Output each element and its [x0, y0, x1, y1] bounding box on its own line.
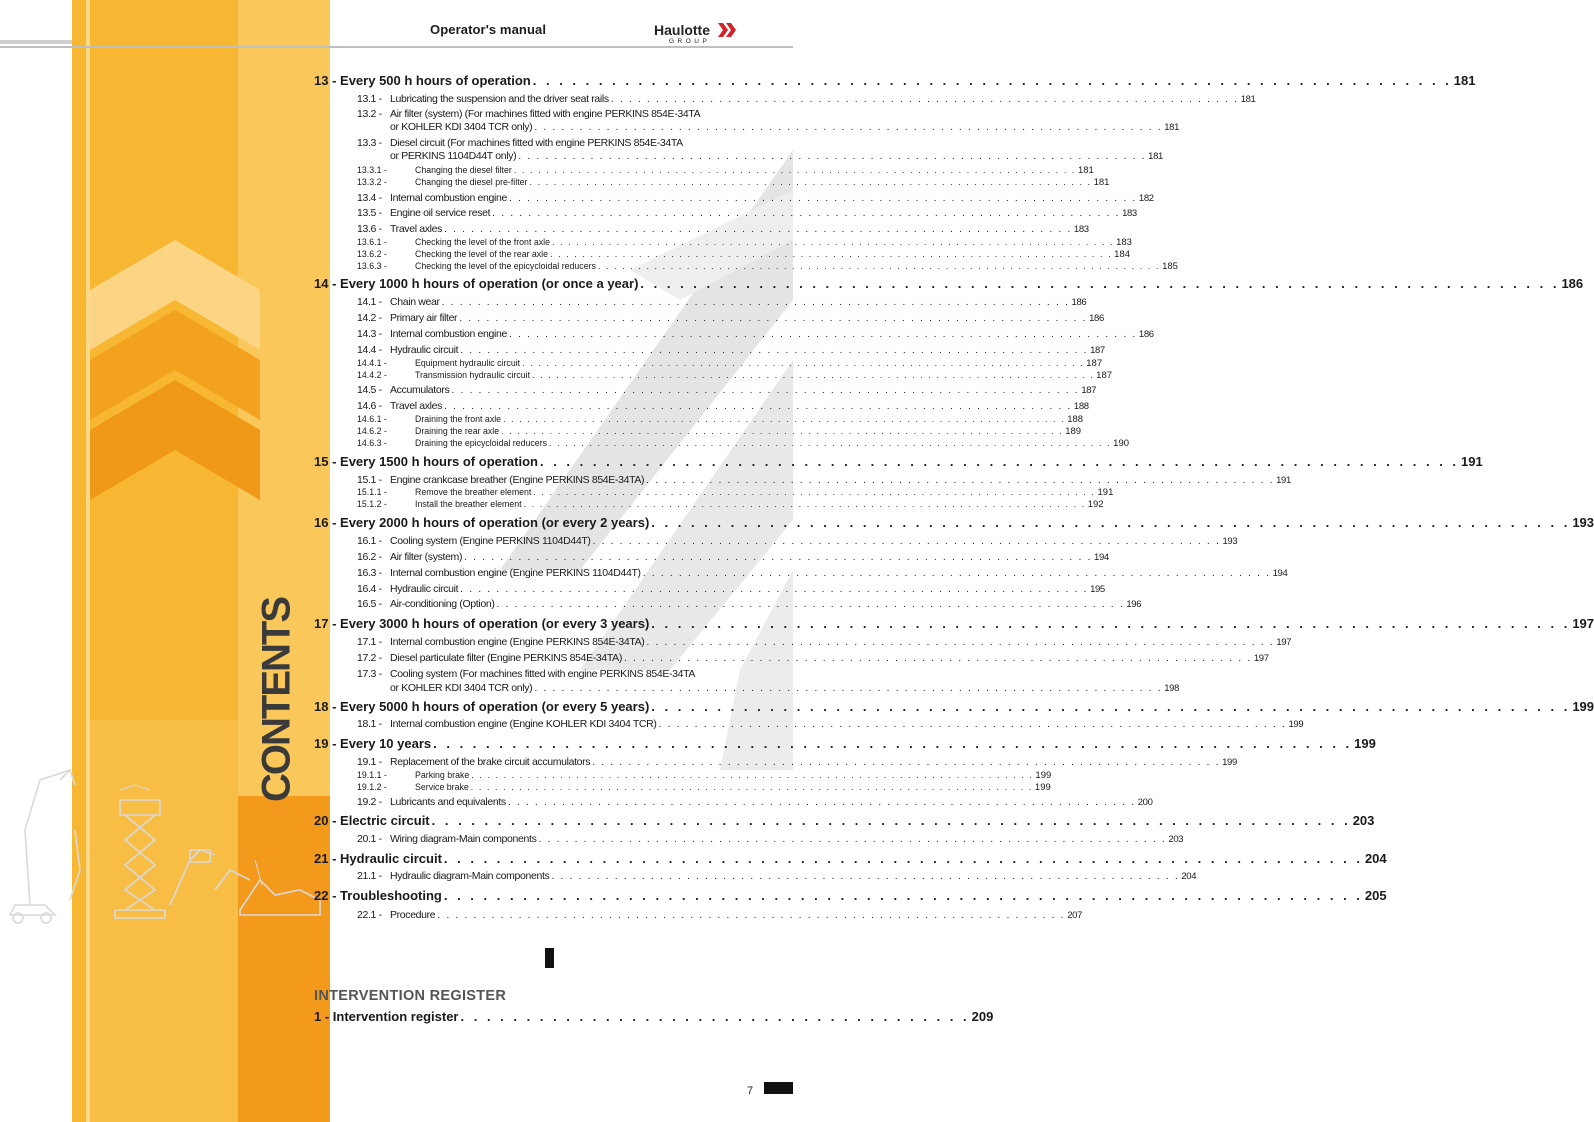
toc-entry-page: 197: [1253, 653, 1269, 664]
dot-leader: . . . . . . . . . . . . . . . . . . . . . . . . . . . . . . . . . . . . . . . . . . . . . . . . . . . . . . . . . . . . . . . . . . . . . .: [522, 358, 1085, 368]
toc-entry[interactable]: [357, 261, 1178, 272]
toc-entry-text: Travel axles: [390, 400, 443, 412]
dot-leader: . . . . . . . . . . . . . . . . . . . . . . . . . . . . . . . . . . . . . . . . . . . . . . . . . . . . . . . . . . . . . . . . . . . . . .: [610, 93, 1239, 105]
dot-leader: . . . . . . . . . . . . . . . . . . . . . . . . . . . . . . . . . . . . . . . . . . . . . . . . . . . . . . . . . . . . . . . . . . . . . .: [658, 718, 1287, 730]
toc-entry-page: 188: [1073, 401, 1089, 412]
dot-leader: . . . . . . . . . . . . . . . . . . . . . . . . . . . . . . . . . . . . . . . . . . . . . . . . . . . . . . . . . . . . . . . . . . . . . .: [539, 454, 1460, 469]
toc-entry-page: 199: [1572, 699, 1594, 714]
toc-entry[interactable]: [357, 718, 1304, 730]
toc-entry-num: 13.3 -: [357, 137, 382, 149]
toc-entry-page: 186: [1561, 276, 1584, 291]
dot-leader: . . . . . . . . . . . . . . . . . . . . . . . . . . . . . . . . . . . . . . . . . . . . . . . . . . . . . . . . . . . . . . . . . . . . . .: [503, 414, 1066, 424]
logo-word: Haulotte: [654, 22, 710, 38]
toc-entry-text: Hydraulic circuit: [390, 344, 459, 356]
toc-entry[interactable]: [357, 237, 1132, 248]
toc-entry-text: Draining the front axle: [415, 414, 502, 424]
toc-entry-num: 13.2 -: [357, 108, 382, 120]
toc-entry[interactable]: [357, 296, 1087, 308]
toc-entry[interactable]: [357, 796, 1153, 808]
toc-entry[interactable]: [357, 108, 730, 120]
toc-entry-text: Every 500 h hours of operation: [340, 73, 531, 88]
toc-entry-text: Procedure: [390, 909, 436, 921]
toc-entry[interactable]: [357, 207, 1137, 219]
toc-entry-num: 13.6.1 -: [357, 237, 387, 247]
toc-entry-page: 181: [1453, 73, 1476, 88]
toc-entry-page: 193: [1222, 536, 1238, 547]
toc-entry-num: 19 -: [314, 736, 337, 751]
toc-entry[interactable]: [357, 165, 1094, 176]
toc-entry-num: 13.6.3 -: [357, 261, 387, 271]
dot-leader: . . . . . . . . . . . . . . . . . . . . . . . . . . . . . . . . . . . . . . . . . . . . . . . . . . . . . . . . . . . . . . . . . . . . . .: [592, 535, 1221, 547]
toc-entry-page: 192: [1087, 499, 1104, 510]
header-title: Operator's manual: [430, 22, 547, 37]
toc-entry[interactable]: [357, 474, 1291, 486]
toc-entry-page: 198: [1164, 683, 1180, 694]
toc-entry-page: 186: [1071, 297, 1087, 308]
toc-entry-text: Changing the diesel filter: [415, 165, 512, 175]
toc-entry[interactable]: [357, 400, 1089, 412]
toc-entry-num: 14.1 -: [357, 296, 382, 308]
toc-entry-page: 191: [1276, 475, 1291, 486]
toc-entry-num: 14.6 -: [357, 400, 382, 412]
toc-entry-num: 18 -: [314, 699, 337, 714]
toc-entry-page: 194: [1094, 552, 1109, 563]
dot-leader: . . . . . . . . . . . . . . . . . . . . . . . . . . . . . . . . . . . . . . . . . . . . . . . . . . . . . . . . . . . . . . . . . . . . . .: [433, 736, 1353, 751]
toc-entry-num: 14.4.1 -: [357, 358, 387, 368]
toc-entry-num: 13 -: [314, 73, 337, 88]
dot-leader: . . . . . . . . . . . . . . . . . . . . . . . . . . . . . . . . . . . . . . . . . . . . . . . . . . . . . . . . . . . . . . . . . . . . . .: [443, 888, 1363, 903]
dot-leader: . . . . . . . . . . . . . . . . . . . . . . . . . . . . . . . . . . . . . . . . . . . . . . . . . . . . . . . . . . . . . . . . . . . . . .: [538, 833, 1167, 845]
toc-chapter[interactable]: [314, 73, 1476, 88]
dot-leader: . . . . . . . . . . . . . . . . . . . . . . . . . . . . . . . . . . . . . . . . . . . . . . . . . . . . . . . . . . . . . . . . . . . . . .: [444, 400, 1072, 412]
toc-entry-num: 17 -: [314, 616, 337, 631]
toc-entry-num: 14.3 -: [357, 328, 382, 340]
toc-entry[interactable]: [357, 782, 1051, 793]
toc-entry-text: Travel axles: [390, 223, 443, 235]
dot-leader: . . . . . . . . . . . . . . . . . . . . . . . . . . . . . . . . . . . . . . . . . . . . . . . . . . . . . . . . . . . . . . . . . . . . . .: [642, 567, 1271, 579]
toc-entry[interactable]: [357, 567, 1288, 579]
toc-entry-page: 195: [1090, 584, 1105, 595]
toc-entry[interactable]: [357, 499, 1104, 510]
toc-entry-num: 22.1 -: [357, 909, 382, 921]
toc-entry-page: 181: [1148, 151, 1163, 162]
toc-entry-text: Every 3000 h hours of operation (or every 3 years): [340, 616, 650, 631]
toc-entry-page: 205: [1364, 888, 1387, 903]
toc-entry-text: Parking brake: [415, 770, 470, 780]
dot-leader: . . . . . . . . . . . . . . . . . . . . . . . . . . . . . . . . . . . . . . . . . . . . . . . . . . . . . . . . . . . . . . . . . . . . . .: [443, 851, 1363, 866]
dot-leader: . . . . . . . . . . . . . . . . . . . . . . . . . . . . . . . . . . . . . . . . . . . . . . . . . . . . . . . . . . . . . . . . . . . . . .: [507, 796, 1136, 808]
toc-entry-text: Checking the level of the epicycloidal reducers: [415, 261, 596, 271]
toc-entry-text: Engine oil service reset: [390, 207, 491, 219]
toc-entry-num: 13.1 -: [357, 93, 382, 105]
toc-entry-page: 194: [1272, 568, 1288, 579]
toc-entry-text: Primary air filter: [390, 312, 458, 324]
toc-chapter[interactable]: [314, 276, 1584, 291]
dot-leader: . . . . . . . . . . . . . . . . . . . . . . . . . . . . . . . . . . . . . . . . . . . . . . . . . . . . . . . . . . . . . . . . . . . . . .: [532, 370, 1095, 380]
toc-entry-page: 200: [1137, 797, 1153, 808]
toc-entry-num: 17.3 -: [357, 668, 382, 680]
dot-leader: . . . . . . . . . . . . . . . . . . . . . . . . . . . . . . . . . . . . . . . . . . . . . . . . . . . . . . . . . . . . . . . . . . . . . .: [640, 276, 1560, 291]
toc-entry-num: 13.3.2 -: [357, 177, 387, 187]
toc-entry-text: Cooling system (Engine PERKINS 1104D44T): [390, 535, 591, 547]
toc-entry-text: Troubleshooting: [340, 888, 442, 903]
toc-entry-text: Electric circuit: [340, 813, 430, 828]
toc-entry-num: 13.3.1 -: [357, 165, 387, 175]
toc-entry-text: or KOHLER KDI 3404 TCR only): [390, 121, 533, 133]
toc-entry-text: Hydraulic circuit: [340, 851, 442, 866]
toc-entry[interactable]: [357, 770, 1052, 781]
toc-entry[interactable]: [357, 358, 1103, 369]
toc-entry-text: Equipment hydraulic circuit: [415, 358, 521, 368]
toc-entry-num: 14.6.3 -: [357, 438, 387, 448]
black-marker: [545, 948, 554, 968]
toc-entry-continuation[interactable]: [390, 150, 1163, 162]
dot-leader: . . . . . . . . . . . . . . . . . . . . . . . . . . . . . . . . . . . . . . . . . . . . . . . . . . . . . . . . . . . . . . . . . . . . . .: [437, 909, 1066, 921]
toc-entry-num: 13.4 -: [357, 192, 382, 204]
dot-leader: . . . . . . . . . . . . . . . . . . . . . . . . . . . . . . . . . . . . . . . . . . . . . . . . . . . . . . . . . . . . . . . . . . . . . .: [646, 474, 1275, 486]
dot-leader: . . . . . . . . . . . . . . . . . . . . . . . . . . . . . . . . . . . . . . . . . . . . . . . . . . . . . . . . . . . . . . . . . . . . . .: [651, 515, 1571, 530]
toc-entry-text: Install the breather element: [415, 499, 522, 509]
toc-entry-page: 187: [1090, 345, 1105, 356]
toc-entry-page: 181: [1077, 165, 1094, 176]
toc-entry[interactable]: [357, 177, 1110, 188]
toc-entry-num: 14.5 -: [357, 384, 382, 396]
toc-entry-text: Cooling system (For machines fitted with engine PERKINS 854E-34TA: [390, 668, 696, 680]
toc-entry-text: Every 2000 h hours of operation (or every 2 years): [340, 515, 650, 530]
toc-entry[interactable]: [357, 312, 1104, 324]
toc-entry-text: Internal combustion engine (Engine KOHLER KDI 3404 TCR): [390, 718, 657, 730]
toc-entry[interactable]: [357, 636, 1292, 648]
toc-entry[interactable]: [357, 426, 1082, 437]
dot-leader: . . . . . . . . . . . . . . . . . . . . . . . . . . . . . . . . . . . . . . . . . . . . . . . . . . . . . . . . . . . . . . . . . . . . . .: [551, 237, 1115, 247]
toc-entry-continuation[interactable]: [390, 682, 1180, 694]
toc-entry-page: 197: [1276, 637, 1292, 648]
toc-entry-num: 13.6.2 -: [357, 249, 387, 259]
toc-entry-num: 16.5 -: [357, 598, 382, 610]
toc-entry-text: Internal combustion engine (Engine PERKINS 854E-34TA): [390, 636, 645, 648]
toc-entry-text: Wiring diagram-Main components: [390, 833, 537, 845]
toc-entry-text: Draining the epicycloidal reducers: [415, 438, 548, 448]
toc-entry-text: Hydraulic circuit: [390, 583, 459, 595]
toc-entry-text: Replacement of the brake circuit accumulators: [390, 756, 591, 768]
toc-entry-page: 199: [1288, 719, 1304, 730]
toc-entry[interactable]: [357, 598, 1142, 610]
toc-entry-num: 19.2 -: [357, 796, 382, 808]
toc-entry-text: Internal combustion engine: [390, 328, 507, 340]
dot-leader: . . . . . . . . . . . . . . . . . . . . . . . . . . . . . . . . . . . . . . . . . . . . . . . . . . . . . . . . . . . . . . . . . . . . . .: [460, 344, 1089, 356]
dot-leader: . . . . . . . . . . . . . . . . . . . . . . . . . . . . . . . . . . . . . . . . . . . . . . . . . . . . . . . . . . . . . . . . . . . . . .: [533, 487, 1096, 497]
toc-entry[interactable]: [357, 652, 1269, 664]
toc-entry[interactable]: [357, 384, 1097, 396]
register-entry-text: Intervention register: [332, 1009, 459, 1024]
toc-entry-num: 21 -: [314, 851, 337, 866]
toc-entry-page: 184: [1114, 249, 1130, 260]
toc-entry-text: Accumulators: [390, 384, 450, 396]
toc-entry-page: 203: [1352, 813, 1375, 828]
toc-entry-page: 191: [1097, 487, 1114, 498]
toc-entry-num: 15.1 -: [357, 474, 382, 486]
toc-entry-num: 16 -: [314, 515, 337, 530]
toc-entry-page: 183: [1122, 208, 1137, 219]
toc-entry-page: 196: [1126, 599, 1142, 610]
toc-entry-text: Remove the breather element: [415, 487, 532, 497]
toc-entry-page: 204: [1364, 851, 1387, 866]
toc-entry-text: or PERKINS 1104D44T only): [390, 150, 517, 162]
toc-entry-page: 207: [1067, 910, 1083, 921]
toc-entry[interactable]: [357, 487, 1114, 498]
toc-entry-page: 199: [1034, 782, 1051, 793]
toc-entry-text: Changing the diesel pre-filter: [415, 177, 528, 187]
toc-entry[interactable]: [357, 249, 1130, 260]
toc-entry-page: 191: [1461, 454, 1483, 469]
dot-leader: . . . . . . . . . . . . . . . . . . . . . . . . . . . . . . . . . . . . . . . . . . . . . . . . . . . . . . . . . . . . . . . . . . . . . .: [441, 296, 1070, 308]
register-entry[interactable]: [314, 1009, 994, 1024]
toc-entry-num: 16.4 -: [357, 583, 382, 595]
toc-entry-page: 183: [1073, 224, 1089, 235]
toc-entry[interactable]: [357, 414, 1084, 425]
toc-entry-page: 183: [1116, 237, 1132, 248]
toc-entry-num: 20.1 -: [357, 833, 382, 845]
dot-leader: . . . . . . . . . . . . . . . . . . . . . . . . . . . . . . . . . . . . . . . . . . . . . . . . . . . . . . . . . . . . . . . . . . . . . .: [508, 192, 1137, 204]
toc-chapter[interactable]: [314, 851, 1387, 866]
toc-entry-page: 181: [1240, 94, 1256, 105]
toc-entry-page: 187: [1081, 385, 1097, 396]
dot-leader: . . . . . . . . . . . . . . . . . . . . . . . . . . . . . . . . . . . . . . . . . . . . . . . . . . . . . . . . . . . . . . . . . . . . . .: [550, 249, 1113, 259]
toc-entry-num: 16.3 -: [357, 567, 382, 579]
page-number-bar: [764, 1082, 793, 1094]
toc-entry[interactable]: [357, 668, 730, 680]
dot-leader: . . . . . . . . . . . . . . . . . . . . . . . . . . . . . . . . . . . . . . . . . . . . . . . . . . . . . . . . . . . . . . . . . . . . . .: [492, 207, 1121, 219]
toc-entry[interactable]: [357, 328, 1154, 340]
dot-leader: . . . . . . . . . . . . . . . . . . . . . . . . . . . . . . . . . . . . . . . . . . . . . . . . . . . . . . . . . . . . . . . . . . . . . .: [651, 699, 1571, 714]
dot-leader: . . . . . . . . . . . . . . . . . . . . . . . . . . . . . . . . . . . . . . . . . . . . . . . . . . . . . . . . . . . . . . . . . . . . . .: [470, 782, 1033, 792]
dot-leader: . . . . . . . . . . . . . . . . . . . . . . . . . . . . . . . . . . . . . . . . . . . . . . . . . . . . . . . . . . . . . . . . . . . . . .: [459, 312, 1088, 324]
toc-chapter[interactable]: [314, 699, 1594, 714]
dot-leader: . . . . . . . . . . . . . . . . . . . . . . . . . . . . . . . . . . . . . . . . . . . . . . . . . . . . . . . . . . . . . . . . . . . . . .: [518, 150, 1147, 162]
toc-entry-num: 16.2 -: [357, 551, 382, 563]
toc-entry-num: 14.2 -: [357, 312, 382, 324]
toc-entry-num: 17.1 -: [357, 636, 382, 648]
dot-leader: . . . . . . . . . . . . . . . . . . . . . . . . . . . . . . . . . . . . . . . . . . . . . . . . . . . . . . . . . . . . . . . . . . . . . .: [651, 616, 1571, 631]
toc-entry-num: 17.2 -: [357, 652, 382, 664]
toc-entry-text: Every 1000 h hours of operation (or once a year): [340, 276, 639, 291]
logo-group: GROUP: [669, 38, 711, 45]
dot-leader: . . . . . . . . . . . . . . . . . . . . . . . . . . . . . . . . . . . . . . . . . . . . . . . . . . . . . . . . . . . . . . . . . . . . . .: [464, 551, 1093, 563]
toc-entry-num: 14.6.2 -: [357, 426, 387, 436]
toc-entry-text: Lubricants and equivalents: [390, 796, 506, 808]
toc-chapter[interactable]: [314, 616, 1594, 631]
toc-chapter[interactable]: [314, 515, 1594, 530]
toc-entry[interactable]: [357, 370, 1113, 381]
dot-leader: . . . . . . . . . . . . . . . . . . . . . . . . . . . . . . . . . . . . . . . . . . . . . . . . . . . . . . . . . . . . . . . . . . . . . .: [534, 682, 1163, 694]
dot-leader: . . . . . . . . . . . . . . . . . . . . . . . . . . . . . . . . . . . . . . . . . . . . . . . . . . . . . . . . . . . . . . . . . . . . . .: [549, 438, 1112, 448]
toc-entry-page: 204: [1181, 871, 1197, 882]
dot-leader: . . . . . . . . . . . . . . . . . . . . . . . . . . . . . . . . . . . . . . . . . . . . . . . . . . . . . . . . . . . . . . . . . . . . . .: [646, 636, 1275, 648]
toc-entry-text: Every 10 years: [340, 736, 432, 751]
toc-entry[interactable]: [357, 909, 1083, 921]
dot-leader: . . . . . . . . . . . . . . . . . . . . . . . . . . . . . . . . . . . . . . . . . . . . . . . . . . . . . . . . . . . . . . . . . . . . . .: [523, 499, 1086, 509]
toc-entry-num: 19.1 -: [357, 756, 382, 768]
dot-leader: . . . . . . . . . . . . . . . . . . . . . . . . . . . . . . . . . . . . . . . . . . . . . . . . . . . . . . . . . . . . . . . . . . . . . .: [451, 384, 1080, 396]
dot-leader: . . . . . . . . . . . . . . . . . . . . . . . . . . . . . . . . . . . . . . . . . . . . . . . . . . . . . . . . . . . . . . . . . . . . . .: [534, 121, 1163, 133]
dot-leader: . . . . . . . . . . . . . . . . . . . . . . . . . . . . . . . . . . . . . . . . . . . . . . . . . . . . . . . . . . . . . . . . . . . . . .: [496, 598, 1125, 610]
toc-entry-num: 14.4.2 -: [357, 370, 387, 380]
dot-leader: . . . . . . . . . . . . . . . . . . . . . . . . . . . . . . . . . . . . . . . . . . . . . . . . . . . . . . . . . . . . . . . . . . . . . .: [623, 652, 1252, 664]
dot-leader: . . . . . . . . . . . . . . . . . . . . . . . . . . . . . . . . . . . . . . . . . . . . . . . . . . . . . . . . . . . . . . . . . . . . . .: [501, 426, 1064, 436]
toc-entry-num: 21.1 -: [357, 870, 382, 882]
toc-entry-num: 22 -: [314, 888, 337, 903]
dot-leader: . . . . . . . . . . . . . . . . . . . . . . . . . . . . . . . . . . . . . . . . . . . . . . . . . . . . . . . . . . . . . . . . . . . . . .: [444, 223, 1072, 235]
toc-entry-text: Internal combustion engine (Engine PERKINS 1104D44T): [390, 567, 641, 579]
toc-entry-page: 199: [1222, 757, 1237, 768]
toc-entry-num: 16.1 -: [357, 535, 382, 547]
toc-entry-num: 14.6.1 -: [357, 414, 387, 424]
toc-chapter[interactable]: [314, 813, 1375, 828]
dot-leader: . . . . . . . . . . . . . . . . . . . . . . . . . . . . . . . . . . . . . . .: [460, 1009, 970, 1024]
toc-entry-page: 199: [1035, 770, 1052, 781]
toc-entry-page: 181: [1164, 122, 1180, 133]
toc-entry-text: or KOHLER KDI 3404 TCR only): [390, 682, 533, 694]
toc-entry-text: Diesel circuit (For machines fitted with engine PERKINS 854E-34TA: [390, 137, 683, 149]
toc-entry-text: Draining the rear axle: [415, 426, 500, 436]
toc-entry-num: 18.1 -: [357, 718, 382, 730]
toc-entry-num: 13.6 -: [357, 223, 382, 235]
toc-entry-text: Air-conditioning (Option): [390, 598, 495, 610]
toc-entry-text: Lubricating the suspension and the driver seat rails: [390, 93, 609, 105]
toc-entry-page: 185: [1162, 261, 1178, 272]
toc-entry-num: 15 -: [314, 454, 337, 469]
toc-entry[interactable]: [357, 438, 1130, 449]
dot-leader: . . . . . . . . . . . . . . . . . . . . . . . . . . . . . . . . . . . . . . . . . . . . . . . . . . . . . . . . . . . . . . . . . . . . . .: [513, 165, 1076, 175]
toc-entry[interactable]: [357, 756, 1237, 768]
toc-chapter[interactable]: [314, 454, 1483, 469]
toc-entry-text: Chain wear: [390, 296, 440, 308]
dot-leader: . . . . . . . . . . . . . . . . . . . . . . . . . . . . . . . . . . . . . . . . . . . . . . . . . . . . . . . . . . . . . . . . . . . . . .: [460, 583, 1089, 595]
dot-leader: . . . . . . . . . . . . . . . . . . . . . . . . . . . . . . . . . . . . . . . . . . . . . . . . . . . . . . . . . . . . . . . . . . . . . .: [431, 813, 1351, 828]
register-entry-num: 1 -: [314, 1009, 330, 1024]
toc-entry[interactable]: [357, 535, 1238, 547]
toc-chapter[interactable]: [314, 888, 1387, 903]
toc-entry-text: Transmission hydraulic circuit: [415, 370, 531, 380]
toc-entry[interactable]: [357, 833, 1184, 845]
toc-entry-text: Diesel particulate filter (Engine PERKINS 854E-34TA): [390, 652, 622, 664]
toc-entry[interactable]: [357, 551, 1109, 563]
toc-entry-page: 187: [1096, 370, 1113, 381]
toc-entry-page: 188: [1067, 414, 1084, 425]
toc-entry-text: Internal combustion engine: [390, 192, 507, 204]
toc-entry-page: 189: [1065, 426, 1082, 437]
toc-entry-continuation[interactable]: [390, 121, 1180, 133]
toc-entry-page: 193: [1572, 515, 1594, 530]
dot-leader: . . . . . . . . . . . . . . . . . . . . . . . . . . . . . . . . . . . . . . . . . . . . . . . . . . . . . . . . . . . . . . . . . . . . . .: [551, 870, 1180, 882]
toc-entry[interactable]: [357, 223, 1089, 235]
toc-entry[interactable]: [357, 870, 1197, 882]
dot-leader: . . . . . . . . . . . . . . . . . . . . . . . . . . . . . . . . . . . . . . . . . . . . . . . . . . . . . . . . . . . . . . . . . . . . . .: [471, 770, 1034, 780]
toc-entry-num: 14 -: [314, 276, 337, 291]
toc-entry-num: 15.1.2 -: [357, 499, 387, 509]
toc-entry-text: Engine crankcase breather (Engine PERKINS 854E-34TA): [390, 474, 645, 486]
toc-entry-page: 186: [1089, 313, 1104, 324]
toc-entry-text: Every 1500 h hours of operation: [340, 454, 538, 469]
toc-entry-text: Service brake: [415, 782, 469, 792]
page-number: 7: [747, 1085, 754, 1097]
toc-entry[interactable]: [357, 583, 1105, 595]
toc-entry[interactable]: [357, 93, 1256, 105]
toc-entry[interactable]: [357, 192, 1154, 204]
toc-entry-num: 14.4 -: [357, 344, 382, 356]
toc-entry-page: 199: [1354, 736, 1376, 751]
dot-leader: . . . . . . . . . . . . . . . . . . . . . . . . . . . . . . . . . . . . . . . . . . . . . . . . . . . . . . . . . . . . . . . . . . . . . .: [592, 756, 1221, 768]
dot-leader: . . . . . . . . . . . . . . . . . . . . . . . . . . . . . . . . . . . . . . . . . . . . . . . . . . . . . . . . . . . . . . . . . . . . . .: [597, 261, 1161, 271]
toc-entry-num: 19.1.1 -: [357, 770, 387, 780]
toc-entry-num: 15.1.1 -: [357, 487, 387, 497]
register-title: INTERVENTION REGISTER: [314, 988, 507, 1004]
toc-entry-text: Air filter (system): [390, 551, 463, 563]
toc-entry-text: Checking the level of the rear axle: [415, 249, 549, 259]
contents-side-title: CONTENTS: [254, 598, 299, 802]
toc-entry-text: Every 5000 h hours of operation (or every 5 years): [340, 699, 650, 714]
toc-entry[interactable]: [357, 137, 730, 149]
toc-entry-page: 186: [1138, 329, 1154, 340]
toc-entry-page: 197: [1572, 616, 1594, 631]
dot-leader: . . . . . . . . . . . . . . . . . . . . . . . . . . . . . . . . . . . . . . . . . . . . . . . . . . . . . . . . . . . . . . . . . . . . . .: [508, 328, 1137, 340]
toc-chapter[interactable]: [314, 736, 1376, 751]
dot-leader: . . . . . . . . . . . . . . . . . . . . . . . . . . . . . . . . . . . . . . . . . . . . . . . . . . . . . . . . . . . . . . . . . . . . . .: [529, 177, 1092, 187]
toc-entry-text: Air filter (system) (For machines fitted with engine PERKINS 854E-34TA: [390, 108, 701, 120]
toc-entry-text: Hydraulic diagram-Main components: [390, 870, 550, 882]
toc-entry-num: 13.5 -: [357, 207, 382, 219]
register-entry-page: 209: [971, 1009, 994, 1024]
toc-entry-page: 187: [1086, 358, 1103, 369]
toc-entry-num: 20 -: [314, 813, 337, 828]
toc-entry-page: 182: [1138, 193, 1154, 204]
dot-leader: . . . . . . . . . . . . . . . . . . . . . . . . . . . . . . . . . . . . . . . . . . . . . . . . . . . . . . . . . . . . . . . . . . . . . .: [532, 73, 1452, 88]
toc-entry-num: 19.1.2 -: [357, 782, 387, 792]
toc-entry-page: 181: [1093, 177, 1110, 188]
toc-entry[interactable]: [357, 344, 1105, 356]
toc-entry-page: 203: [1168, 834, 1184, 845]
toc-entry-page: 190: [1113, 438, 1130, 449]
toc-entry-text: Checking the level of the front axle: [415, 237, 550, 247]
